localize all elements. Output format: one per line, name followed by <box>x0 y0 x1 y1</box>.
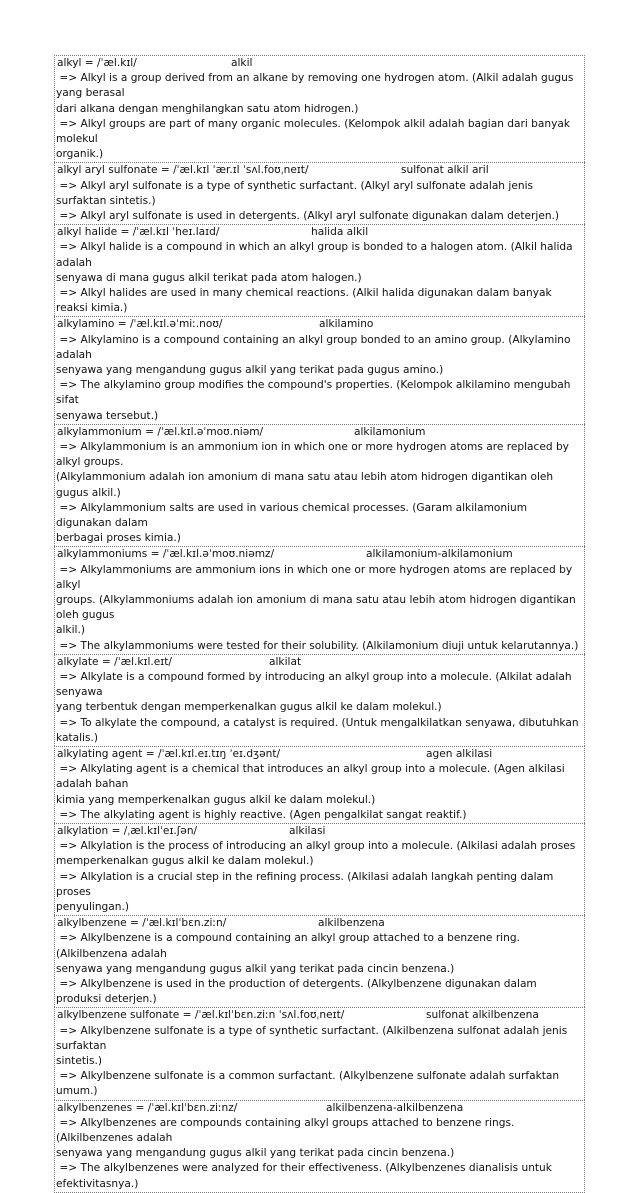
glossary-entry <box>54 316 585 423</box>
entry-translation: halida alkil <box>311 226 369 239</box>
entry-text-line: senyawa yang mengandung gugus alkil yang terikat pada gugus amino.) <box>56 364 444 376</box>
entry-text-line: groups. (Alkylammoniums adalah ion amonium di mana satu atau lebih atom hidrogen digantikan oleh gugus <box>56 594 580 622</box>
entry-headword-row <box>56 1101 583 1116</box>
glossary-entry <box>54 224 585 316</box>
entry-pronunciation: alkylate = /ˈæl.kɪl.eɪt/ <box>57 655 172 668</box>
entry-text-line: sintetis.) <box>56 1055 102 1068</box>
entry-headword-row <box>56 824 583 839</box>
entry-text-line: penyulingan.) <box>56 901 129 914</box>
entry-pronunciation: alkylating agent = /ˈæl.kɪl.eɪ.tɪŋ ˈeɪ.dʒənt/ <box>57 748 281 761</box>
entry-translation: sulfonat alkil aril <box>401 164 489 177</box>
entry-text-line: => The alkylating agent is highly reactive. (Agen pengalkilat sangat reaktif.) <box>56 808 467 821</box>
entry-text-line: => Alkyl halide is a compound in which an alkyl group is bonded to a halogen atom. (Alkil halida adalah <box>56 241 576 269</box>
entry-pronunciation: alkylammoniums = /ˈæl.kɪl.əˈmoʊ.niəmz/ <box>57 548 275 561</box>
entry-translation: agen alkilasi <box>426 748 493 761</box>
glossary-entry <box>54 746 585 823</box>
entry-text-line: => Alkyl is a group derived from an alkane by removing one hydrogen atom. (Alkil adalah gugus yang berasal <box>56 72 577 100</box>
entry-text-line: => Alkylation is the process of introducing an alkyl group into a molecule. (Alkilasi adalah proses <box>56 840 576 853</box>
entry-translation: alkilasi <box>289 825 326 838</box>
entry-text-line: => Alkyl groups are part of many organic molecules. (Kelompok alkil adalah bagian dari banyak molekul <box>56 117 574 145</box>
entry-text-line: => Alkylammonium is an ammonium ion in which one or more hydrogen atoms are replaced by alkyl groups. <box>56 441 573 469</box>
entry-pronunciation: alkyl = /ˈæl.kɪl/ <box>57 57 137 69</box>
entry-text-line: => The alkylamino group modifies the compound's properties. (Kelompok alkilamino mengubah sifat <box>56 379 574 407</box>
entry-text-line: organik.) <box>56 148 104 161</box>
entry-text-line: senyawa yang mengandung gugus alkil yang terikat pada cincin benzena.) <box>56 1147 455 1160</box>
entry-text-line: => Alkylbenzene sulfonate is a common surfactant. (Alkylbenzene sulfonate adalah surfaktan umum.) <box>56 1070 563 1098</box>
glossary-entry <box>54 424 585 547</box>
entry-headword-row <box>56 1008 583 1023</box>
entry-text-line: => Alkylation is a crucial step in the refining process. (Alkilasi adalah langkah penting dalam proses <box>56 870 557 898</box>
entry-headword-row <box>56 747 583 762</box>
entry-text-line: kimia yang memperkenalkan gugus alkil ke dalam molekul.) <box>56 793 376 806</box>
entry-text-line: => Alkylammoniums are ammonium ions in which one or more hydrogen atoms are replaced by alkyl <box>56 563 576 591</box>
glossary-entry <box>54 162 585 224</box>
entry-text-line: => The alkylbenzenes were analyzed for their effectiveness. (Alkylbenzenes dianalisis untuk efektivitasnya.) <box>56 1162 556 1190</box>
entry-headword-row <box>56 163 583 178</box>
entry-translation: alkilamonium-alkilamonium <box>366 548 513 561</box>
entry-text-line: berbagai proses kimia.) <box>56 532 181 545</box>
entry-pronunciation: alkylation = /ˌæl.kɪlˈeɪ.ʃən/ <box>57 825 198 838</box>
entry-text-line: senyawa tersebut.) <box>56 409 159 422</box>
glossary-entry <box>54 1100 585 1193</box>
entry-headword-row <box>56 317 583 332</box>
glossary-entry <box>54 546 585 653</box>
glossary-document <box>54 55 585 1193</box>
entry-text-line: memperkenalkan gugus alkil ke dalam molekul.) <box>56 855 314 868</box>
glossary-entry <box>54 915 585 1007</box>
entry-text-line: senyawa yang mengandung gugus alkil yang terikat pada cincin benzena.) <box>56 962 455 975</box>
glossary-entry <box>54 654 585 746</box>
entry-headword-row <box>56 916 583 931</box>
entry-translation: alkil <box>231 57 253 69</box>
entry-pronunciation: alkylammonium = /ˈæl.kɪl.əˈmoʊ.niəm/ <box>57 425 264 438</box>
entry-text-line: => Alkyl aryl sulfonate is used in detergents. (Alkyl aryl sulfonate digunakan dalam deterjen.) <box>56 210 560 222</box>
entry-text-line: => Alkylbenzene is used in the production of detergents. (Alkylbenzene digunakan dalam produksi deterjen.) <box>56 978 541 1006</box>
entry-text-line: => Alkylating agent is a chemical that introduces an alkyl group into a molecule. (Agen alkilasi adalah bahan <box>56 763 569 791</box>
entry-pronunciation: alkylbenzene = /ˈæl.kɪlˈbɛn.ziːn/ <box>57 917 227 930</box>
entry-pronunciation: alkyl aryl sulfonate = /ˈæl.kɪl ˈær.ɪl ˈsʌl.foʊˌneɪt/ <box>57 164 309 177</box>
glossary-entry <box>54 55 585 162</box>
entry-translation: alkilat <box>269 655 302 668</box>
entry-translation: alkilamonium <box>354 425 426 438</box>
entry-text-line: => Alkylate is a compound formed by introducing an alkyl group into a molecule. (Alkilat adalah senyawa <box>56 671 575 699</box>
entry-translation: alkilbenzena-alkilbenzena <box>326 1101 464 1114</box>
entry-text-line: senyawa di mana gugus alkil terikat pada atom halogen.) <box>56 271 362 284</box>
entry-text-line: yang terbentuk dengan memperkenalkan gugus alkil ke dalam molekul.) <box>56 701 442 714</box>
entry-pronunciation: alkyl halide = /ˈæl.kɪl ˈheɪ.laɪd/ <box>57 226 220 239</box>
entry-translation: alkilamino <box>319 318 374 331</box>
entry-text-line: => Alkyl halides are used in many chemical reactions. (Alkil halida digunakan dalam banyak reaksi kimia.) <box>56 287 555 315</box>
entry-text-line: => Alkylamino is a compound containing an alkyl group bonded to an amino group. (Alkylamino adalah <box>56 333 574 361</box>
entry-text-line: => Alkylbenzenes are compounds containing alkyl groups attached to benzene rings. (Alkilbenzenes adalah <box>56 1116 518 1145</box>
entry-text-line: => To alkylate the compound, a catalyst is required. (Untuk mengalkilatkan senyawa, dibutuhkan katalis.) <box>56 716 582 744</box>
entry-headword-row <box>56 547 583 562</box>
entry-pronunciation: alkylbenzene sulfonate = /ˈæl.kɪlˈbɛn.ziːn ˈsʌl.foʊˌneɪt/ <box>57 1009 345 1022</box>
entry-text-line: => The alkylammoniums were tested for their solubility. (Alkilamonium diuji untuk kelarutannya.) <box>56 639 579 652</box>
entry-pronunciation: alkylamino = /ˈæl.kɪl.əˈmiː.noʊ/ <box>57 318 223 331</box>
entry-text-line: => Alkylbenzene sulfonate is a type of synthetic surfactant. (Alkilbenzena sulfonat adalah jenis surfaktan <box>56 1024 571 1052</box>
glossary-entry <box>54 823 585 915</box>
entry-text-line: => Alkylammonium salts are used in various chemical processes. (Garam alkilamonium digunakan dalam <box>56 501 531 530</box>
entry-translation: sulfonat alkilbenzena <box>426 1009 539 1022</box>
entry-text-line: => Alkylbenzene is a compound containing an alkyl group attached to a benzene ring. (Alkilbenzena adalah <box>56 932 524 960</box>
entry-text-line: dari alkana dengan menghilangkan satu atom hidrogen.) <box>56 102 359 115</box>
entry-translation: alkilbenzena <box>318 917 385 930</box>
entry-headword-row <box>56 225 583 240</box>
entry-headword-row <box>56 425 583 440</box>
glossary-entry <box>54 1007 585 1099</box>
entry-pronunciation: alkylbenzenes = /ˈæl.kɪlˈbɛn.ziːnz/ <box>57 1101 238 1114</box>
entry-text-line: alkil.) <box>56 624 85 637</box>
entry-headword-row <box>56 655 583 670</box>
entry-text-line: => Alkyl aryl sulfonate is a type of synthetic surfactant. (Alkyl aryl sulfonate adalah jenis surfaktan sintetis.) <box>56 179 537 207</box>
entry-text-line: (Alkylammonium adalah ion amonium di mana satu atau lebih atom hidrogen digantikan oleh gugus alkil.) <box>56 471 557 499</box>
entry-headword-row <box>56 56 583 71</box>
